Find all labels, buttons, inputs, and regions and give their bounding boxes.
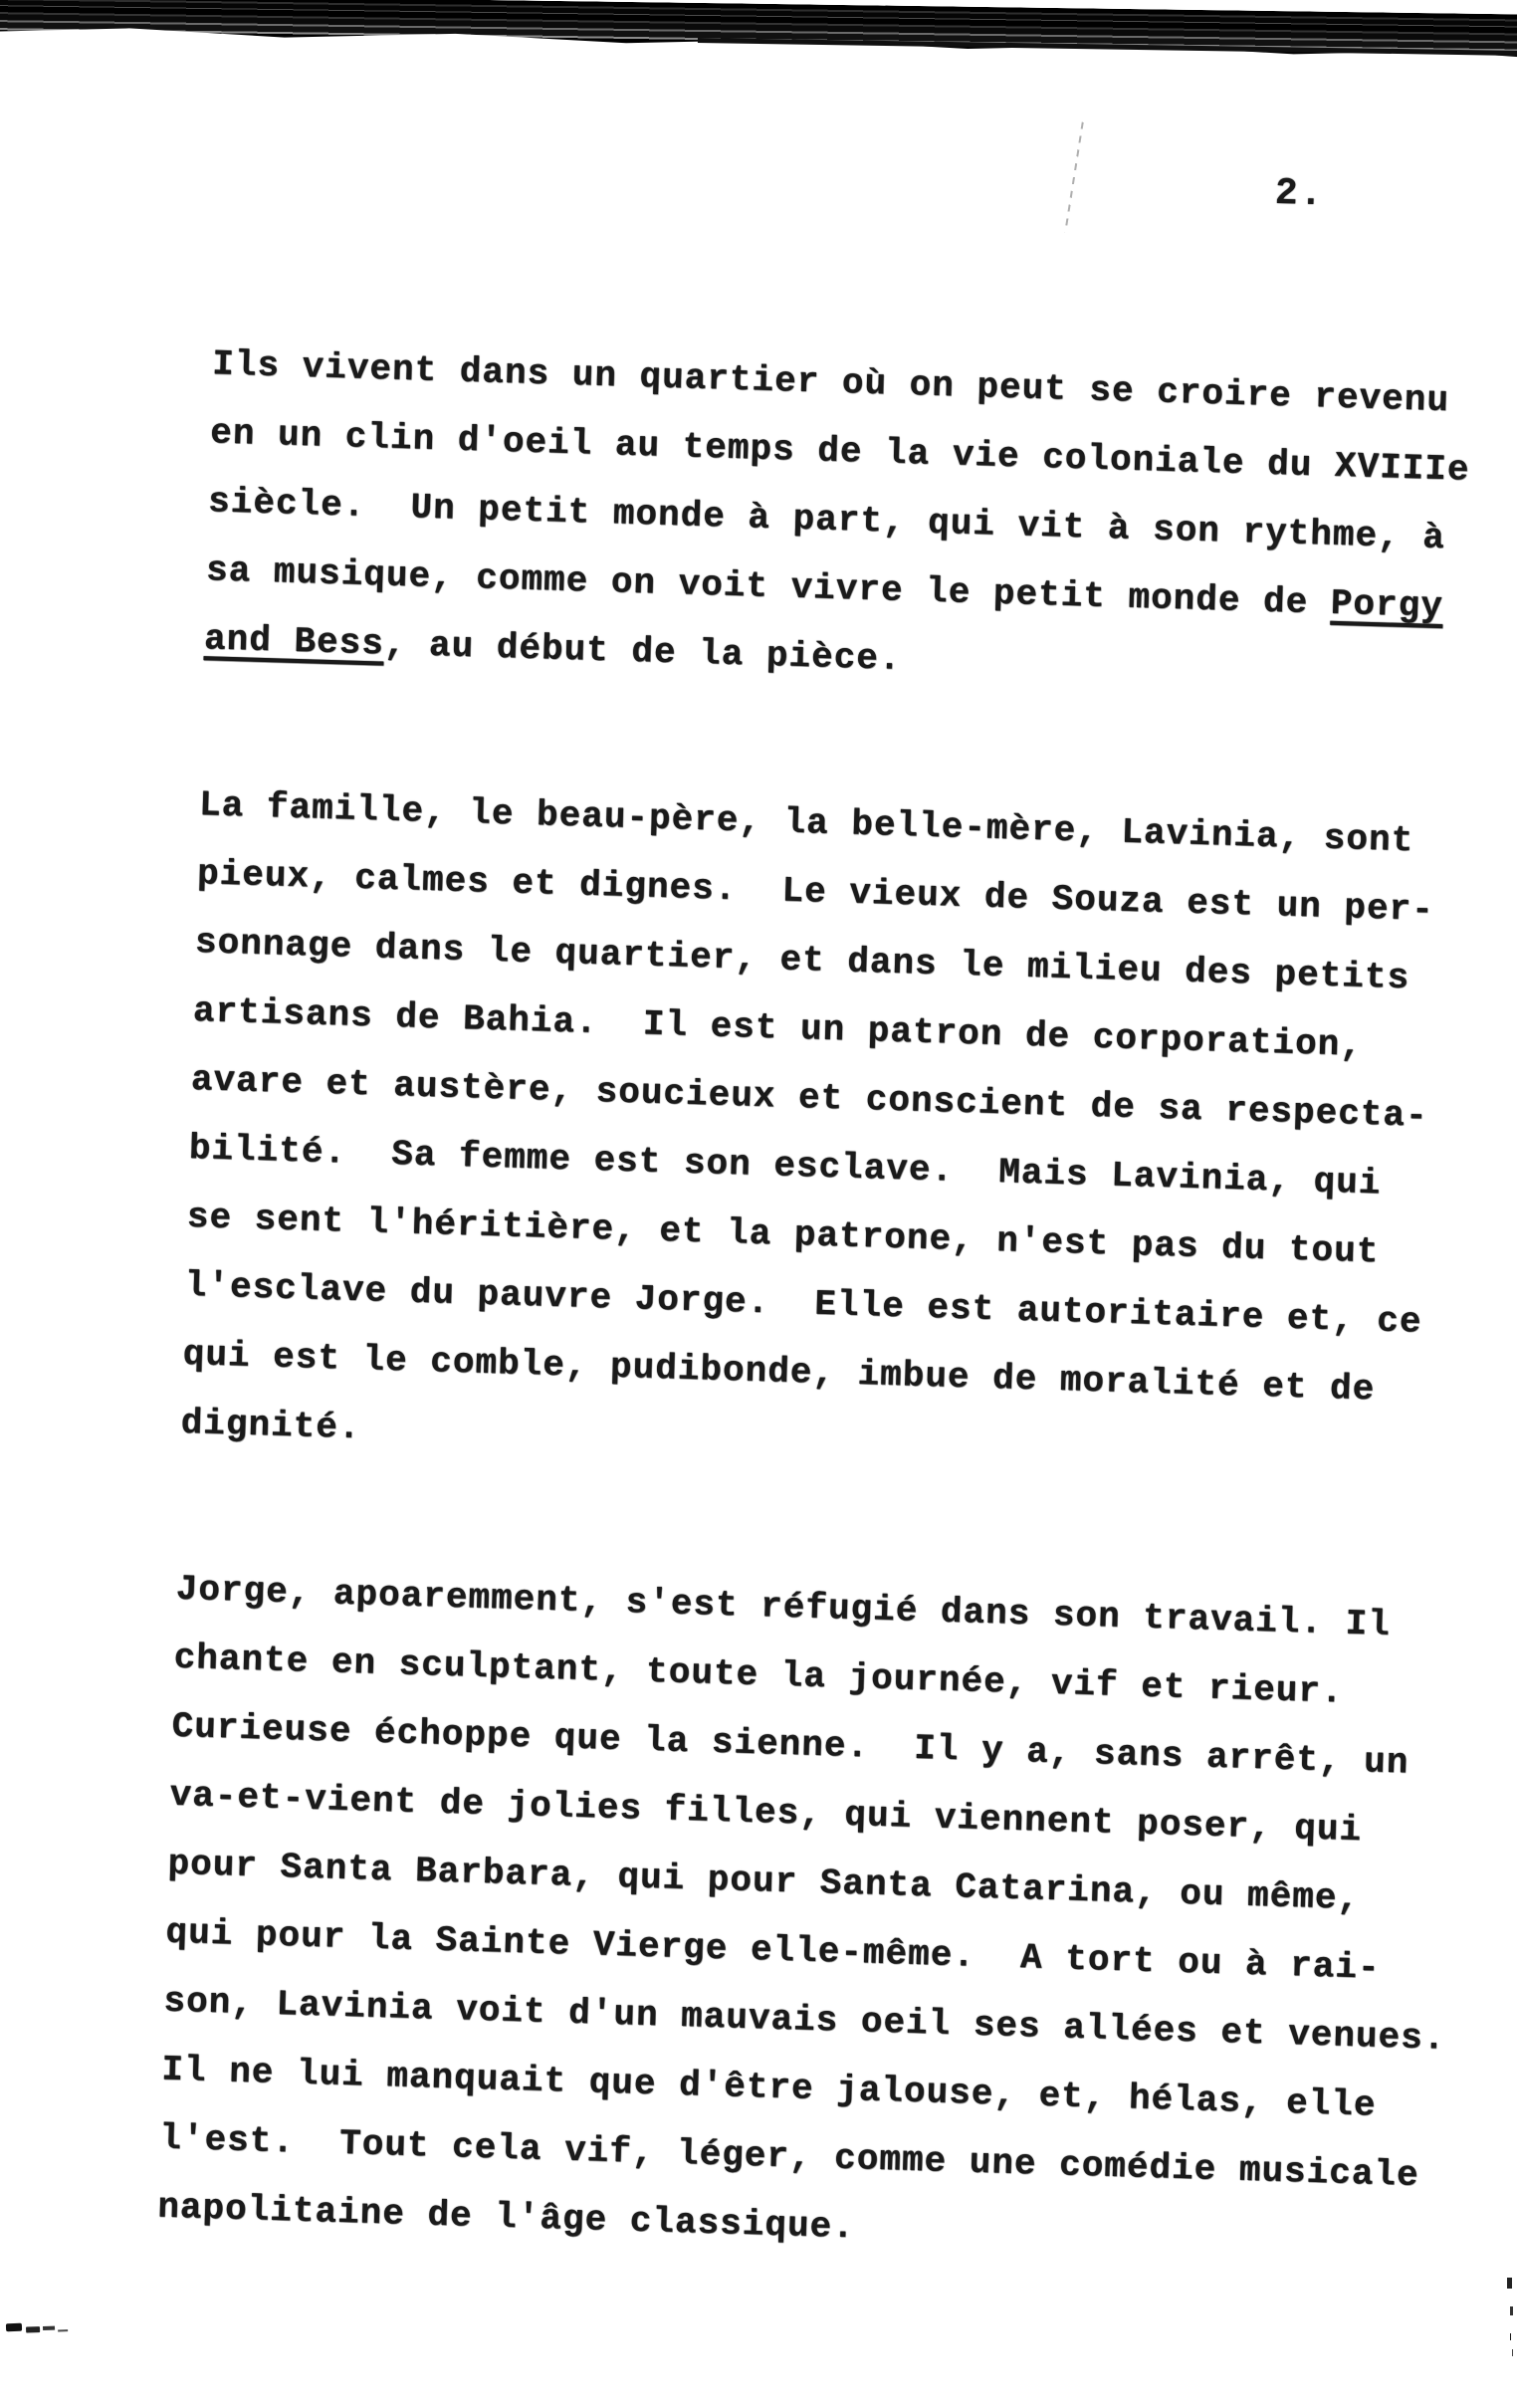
text-segment: dignité. [180, 1402, 362, 1449]
text-segment: sa musique, comme on voit vivre le petit monde de [205, 549, 1332, 624]
text-segment: qui pour la Sainte Vierge elle-même. A tort ou à rai- [164, 1911, 1382, 1989]
paragraph [203, 329, 1507, 711]
text-segment: avare et austère, soucieux et conscient de sa respecta- [190, 1059, 1429, 1137]
text-segment: La famille, le beau-père, la belle-mère, Lavinia, sont [198, 784, 1414, 862]
text-segment: son, Lavinia voit d'un mauvais oeil ses allées et venues. [162, 1980, 1446, 2060]
text-segment: artisans de Bahia. Il est un patron de corporation, [192, 990, 1364, 1066]
text-segment: qui est le comble, pudibonde, imbue de moralité et de [182, 1333, 1376, 1411]
text-segment: pour Santa Barbara, qui pour Santa Catarina, ou même, [166, 1843, 1361, 1920]
text-segment: napolitaine de l'âge classique. [156, 2186, 856, 2249]
paragraph [180, 770, 1494, 1495]
underlined-text: Porgy [1330, 582, 1444, 628]
text-segment: se sent l'héritière, et la patrone, n'est pas du tout [186, 1196, 1380, 1273]
page-number: 2. [1274, 171, 1326, 217]
text-segment: chante en sculptant, toute la journée, vif et rieur. [173, 1637, 1345, 1713]
text-segment: Ils vivent dans un quartier où on peut se croire revenu [211, 343, 1450, 422]
text-segment: pieux, calmes et dignes. Le vieux de Souza est un per- [196, 853, 1435, 931]
scan-artifact-right-edge-specks [1507, 2278, 1512, 2289]
text-segment: Jorge, apoaremment, s'est réfugié dans son travail. Il [175, 1568, 1392, 1645]
text-segment: l'esclave du pauvre Jorge. Elle est autoritaire et, ce [184, 1264, 1423, 1343]
typed-text [156, 329, 1506, 2280]
text-segment: va-et-vient de jolies filles, qui viennent poser, qui [169, 1774, 1363, 1852]
text-segment: Curieuse échoppe que la sienne. Il y a, sans arrêt, un [171, 1705, 1409, 1784]
text-segment: Il ne lui manquait que d'être jalouse, et, hélas, elle [160, 2049, 1378, 2126]
underlined-text: and Bess [203, 618, 385, 665]
paragraph [156, 1555, 1470, 2280]
text-segment: sonnage dans le quartier, et dans le milieu des petits [194, 922, 1410, 999]
text-segment: siècle. Un petit monde à part, qui vit à son rythme, à [207, 481, 1446, 559]
text-segment: , au début de la pièce. [383, 623, 903, 680]
text-segment: bilité. Sa femme est son esclave. Mais Lavinia, qui [188, 1127, 1383, 1204]
text-segment: l'est. Tout cela vif, léger, comme une comédie musicale [158, 2117, 1420, 2197]
text-segment: en un clin d'oeil au temps de la vie coloniale du XVIIIe [209, 412, 1471, 491]
